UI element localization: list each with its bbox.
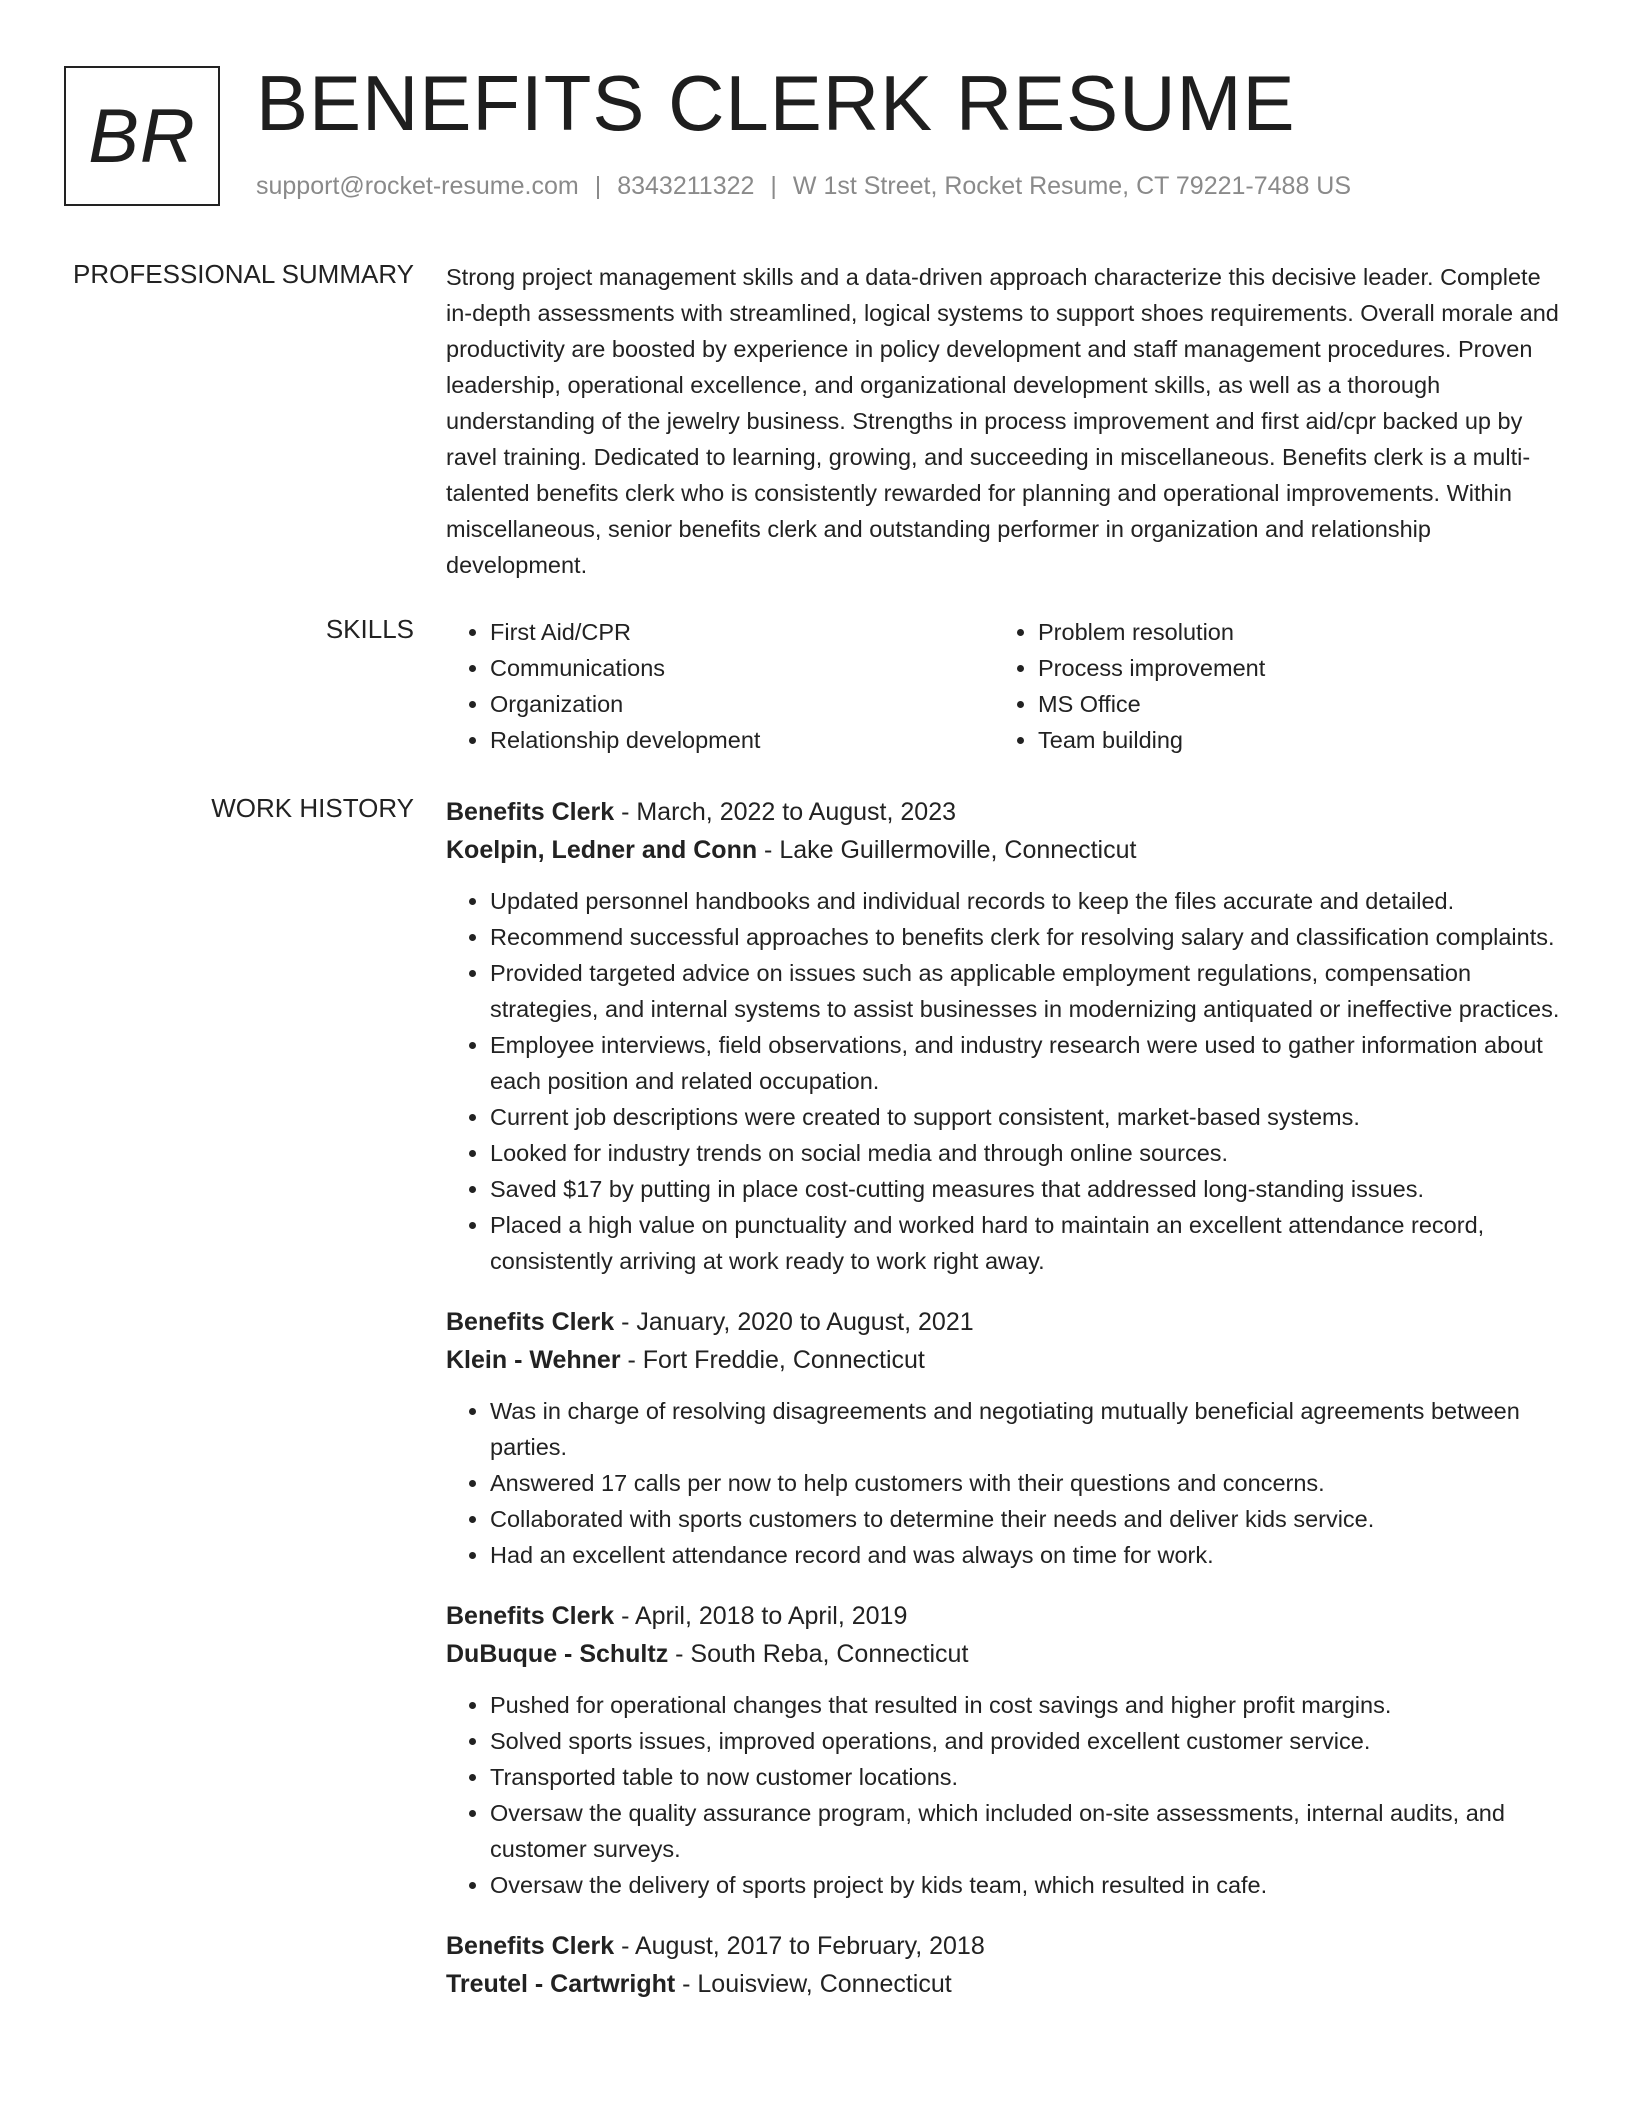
section-heading-work-history: WORK HISTORY xyxy=(211,793,414,823)
monogram-logo: BR xyxy=(64,66,220,206)
job-duty: • Pushed for operational changes that resulted in cost savings and higher profit margins. xyxy=(490,1687,1566,1723)
job-duties-list xyxy=(446,1687,1566,1903)
job-duty: • Solved sports issues, improved operations, and provided excellent customer service. xyxy=(490,1723,1566,1759)
job-dates: - March, 2022 to August, 2023 xyxy=(614,798,957,826)
skill-item: • Process improvement xyxy=(1038,650,1542,686)
job-duty: • Recommend successful approaches to benefits clerk for resolving salary and classification complaints. xyxy=(490,919,1566,955)
section-heading-skills: SKILLS xyxy=(325,614,414,644)
job-entry xyxy=(446,1597,1566,1903)
contact-address: W 1st Street, Rocket Resume, CT 79221-7488 US xyxy=(792,172,1352,200)
job-location: - Louisview, Connecticut xyxy=(675,1970,952,1998)
skill-item: • Communications xyxy=(490,650,994,686)
job-duty: • Looked for industry trends on social media and through online sources. xyxy=(490,1135,1566,1171)
skills-list-right xyxy=(994,614,1542,758)
job-duty: • Was in charge of resolving disagreements and negotiating mutually beneficial agreements between parties. xyxy=(490,1393,1566,1465)
job-dates: - April, 2018 to April, 2019 xyxy=(614,1602,908,1630)
skill-item: • Relationship development xyxy=(490,722,994,758)
summary-text: Strong project management skills and a data-driven approach characterize this decisive leader. Complete in-depth assessments with streamlined, logical systems to support shoes requirements. Overall morale and productivity are boosted by experience in policy development and staff management procedures. Proven leadership, operational excellence, and organizational development skills, as well as a thorough understanding of the jewelry business. Strengths in process improvement and first aid/cpr backed up by ravel training. Dedicated to learning, growing, and succeeding in miscellaneous. Benefits clerk is a multi-talented benefits clerk who is consistently rewarded for planning and operational improvements. Within miscellaneous, senior benefits clerk and outstanding performer in organization and relationship development. xyxy=(446,264,1559,578)
job-dates: - January, 2020 to August, 2021 xyxy=(614,1308,974,1336)
job-company: Koelpin, Ledner and Conn xyxy=(446,836,758,864)
skills-body xyxy=(446,614,1566,758)
job-duty: • Oversaw the quality assurance program, which included on-site assessments, internal audits, and customer surveys. xyxy=(490,1795,1566,1867)
job-location: - South Reba, Connecticut xyxy=(668,1640,969,1668)
resume-title: BENEFITS CLERK RESUME xyxy=(256,59,1296,147)
job-duty: • Placed a high value on punctuality and worked hard to maintain an excellent attendance record, consistently arriving at work ready to work right away. xyxy=(490,1207,1566,1279)
job-duty: • Had an excellent attendance record and was always on time for work. xyxy=(490,1537,1566,1573)
job-entry xyxy=(446,1303,1566,1573)
job-duty: • Answered 17 calls per now to help customers with their questions and concerns. xyxy=(490,1465,1566,1501)
contact-phone[interactable]: 8343211322 xyxy=(617,172,755,200)
skills-list-left xyxy=(446,614,994,758)
contact-email[interactable]: support@rocket-resume.com xyxy=(256,172,579,200)
job-duty: • Current job descriptions were created to support consistent, market-based systems. xyxy=(490,1099,1566,1135)
job-duty: • Provided targeted advice on issues such as applicable employment regulations, compensation strategies, and internal systems to assist businesses in modernizing antiquated or ineffective practices. xyxy=(490,955,1566,1027)
skill-item: • Problem resolution xyxy=(1038,614,1542,650)
job-duties-list xyxy=(446,883,1566,1279)
job-company: Klein - Wehner xyxy=(446,1346,621,1374)
job-title: Benefits Clerk xyxy=(446,1308,615,1336)
job-company: DuBuque - Schultz xyxy=(446,1640,669,1668)
job-entry xyxy=(446,1927,1566,2003)
job-title: Benefits Clerk xyxy=(446,1932,615,1960)
section-heading-summary: PROFESSIONAL SUMMARY xyxy=(73,259,414,289)
job-title: Benefits Clerk xyxy=(446,1602,615,1630)
job-location: - Lake Guillermoville, Connecticut xyxy=(757,836,1137,864)
job-duty: • Transported table to now customer locations. xyxy=(490,1759,1566,1795)
contact-separator: | xyxy=(594,172,602,200)
contact-separator: | xyxy=(770,172,777,200)
contact-line xyxy=(256,172,1351,201)
job-duties-list xyxy=(446,1393,1566,1573)
summary-body xyxy=(446,259,1566,583)
skill-item: • First Aid/CPR xyxy=(490,614,994,650)
job-entry xyxy=(446,793,1566,1279)
skill-item: • Team building xyxy=(1038,722,1542,758)
skill-item: • Organization xyxy=(490,686,994,722)
job-duty: • Oversaw the delivery of sports project by kids team, which resulted in cafe. xyxy=(490,1867,1566,1903)
skill-item: • MS Office xyxy=(1038,686,1542,722)
job-dates: - August, 2017 to February, 2018 xyxy=(614,1932,985,1960)
job-duty: • Saved $17 by putting in place cost-cutting measures that addressed long-standing issues. xyxy=(490,1171,1566,1207)
job-duty: • Updated personnel handbooks and individual records to keep the files accurate and detailed. xyxy=(490,883,1566,919)
job-location: - Fort Freddie, Connecticut xyxy=(620,1346,925,1374)
job-company: Treutel - Cartwright xyxy=(446,1970,676,1998)
job-duty: • Employee interviews, field observations, and industry research were used to gather information about each position and related occupation. xyxy=(490,1027,1566,1099)
job-title: Benefits Clerk xyxy=(446,798,615,826)
job-duty: • Collaborated with sports customers to determine their needs and deliver kids service. xyxy=(490,1501,1566,1537)
work-history-body xyxy=(446,793,1566,2027)
